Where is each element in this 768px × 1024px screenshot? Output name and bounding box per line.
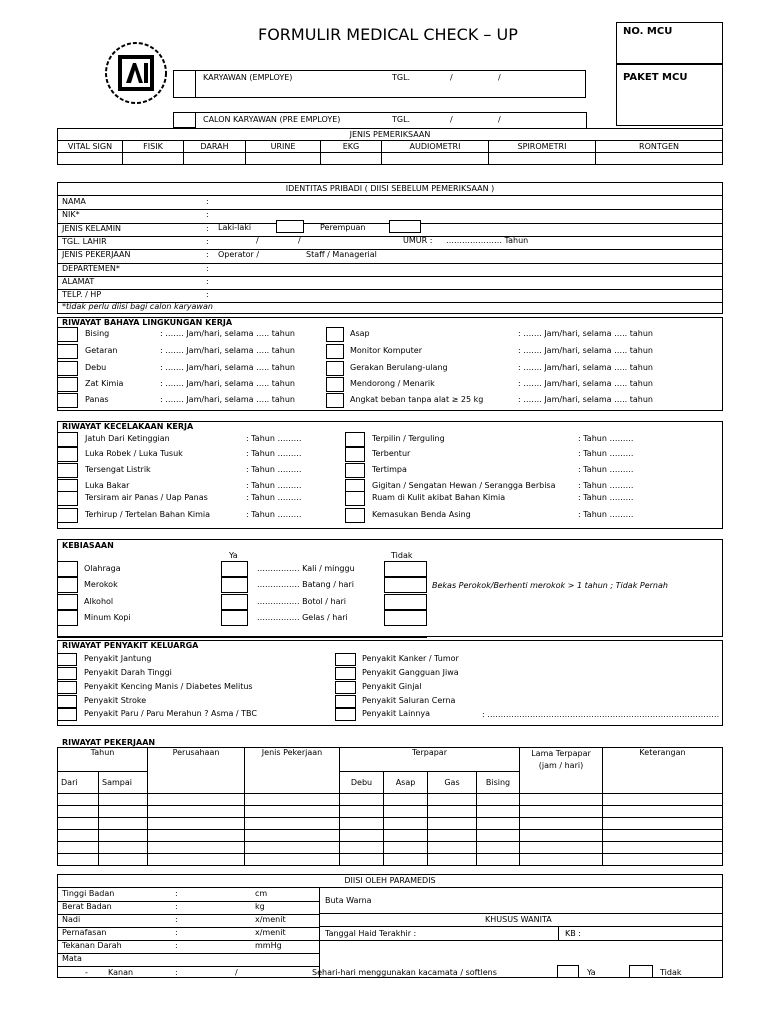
pekerjaan-cell[interactable]	[148, 830, 245, 842]
kecelakaan-left-checkbox[interactable]	[57, 491, 78, 506]
identitas-label: DEPARTEMEN*	[62, 263, 120, 273]
kecelakaan-left-label: Terhirup / Tertelan Bahan Kimia	[85, 510, 211, 519]
paramedis-colon: :	[175, 902, 178, 911]
pekerjaan-cell[interactable]	[148, 806, 245, 818]
kebiasaan-tidak-checkbox[interactable]	[384, 577, 427, 593]
pekerjaan-cell[interactable]	[148, 794, 245, 806]
jenis-col-ekg: EKG	[321, 141, 382, 153]
kebiasaan-tidak-checkbox[interactable]	[384, 610, 427, 626]
pekerjaan-cell[interactable]	[58, 854, 99, 866]
kebiasaan-item: Alkohol	[84, 597, 114, 606]
bahaya-right-detail: : ……. Jam/hari, selama ….. tahun	[518, 329, 653, 338]
keluarga-left-label: Penyakit Stroke	[84, 696, 147, 705]
kecelakaan-right-detail: : Tahun ………	[578, 465, 634, 474]
pekerjaan-cell[interactable]	[520, 830, 603, 842]
pk-lama-1: Lama Terpapar	[531, 749, 591, 758]
kebiasaan-tidak-label: Tidak	[391, 551, 413, 560]
keluarga-right-checkbox[interactable]	[335, 681, 356, 694]
pk-debu: Debu	[340, 772, 384, 794]
identitas-colon: :	[206, 223, 209, 233]
paramedis-rule	[57, 953, 319, 954]
keluarga-left-label: Penyakit Kencing Manis / Diabetes Melitus	[84, 682, 253, 691]
identitas-label: ALAMAT	[62, 276, 95, 286]
kecelakaan-left-checkbox[interactable]	[57, 463, 78, 478]
bahaya-right-detail: : ……. Jam/hari, selama ….. tahun	[518, 346, 653, 355]
table-row	[58, 854, 723, 866]
pekerjaan-cell[interactable]	[148, 842, 245, 854]
keluarga-right-label: Penyakit Gangguan Jiwa	[362, 668, 459, 677]
pekerjaan-cell[interactable]	[477, 830, 520, 842]
kecelakaan-left-label: Jatuh Dari Ketinggian	[85, 434, 170, 443]
paramedis-unit: x/menit	[255, 915, 286, 924]
identitas-label: TGL. LAHIR	[62, 236, 107, 246]
softlens-tidak-label: Tidak	[660, 968, 682, 977]
haid-label: Tanggal Haid Terakhir :	[325, 929, 417, 938]
tgl-lahir-slash2: /	[298, 236, 301, 245]
kecelakaan-right-label: Terpilin / Terguling	[372, 434, 445, 443]
pekerjaan-cell[interactable]	[99, 842, 148, 854]
identitas-rule	[57, 249, 723, 250]
paket-mcu-label: PAKET MCU	[623, 72, 688, 83]
keluarga-left-checkbox[interactable]	[57, 681, 77, 694]
pekerjaan-cell[interactable]	[58, 794, 99, 806]
keluarga-left-checkbox[interactable]	[57, 667, 77, 680]
pekerjaan-cell[interactable]	[520, 854, 603, 866]
pekerjaan-cell[interactable]	[603, 806, 723, 818]
pekerjaan-cell[interactable]	[148, 818, 245, 830]
softlens-ya-checkbox[interactable]	[557, 965, 579, 978]
keluarga-left-checkbox[interactable]	[57, 695, 77, 708]
operator-label: Operator /	[218, 250, 260, 259]
pekerjaan-cell[interactable]	[603, 830, 723, 842]
bahaya-right-detail: : ……. Jam/hari, selama ….. tahun	[518, 395, 653, 404]
kecelakaan-right-label: Terbentur	[372, 449, 411, 458]
karyawan-label: KARYAWAN (EMPLOYE)	[203, 73, 293, 82]
kecelakaan-left-checkbox[interactable]	[57, 432, 78, 447]
kebiasaan-ya-checkbox[interactable]	[221, 561, 248, 577]
kebiasaan-checkbox[interactable]	[57, 577, 78, 593]
identitas-colon: :	[206, 290, 209, 300]
bahaya-left-label: Panas	[85, 395, 109, 404]
pk-jenis: Jenis Pekerjaan	[245, 748, 340, 794]
kecelakaan-right-label: Kemasukan Benda Asing	[372, 510, 471, 519]
kecelakaan-right-label: Ruam di Kulit akibat Bahan Kimia	[372, 493, 506, 502]
identitas-section	[57, 182, 723, 314]
paramedis-colon: :	[175, 915, 178, 924]
table-row	[58, 830, 723, 842]
pekerjaan-cell[interactable]	[477, 842, 520, 854]
kecelakaan-right-checkbox[interactable]	[345, 447, 365, 462]
kebiasaan-item: Minum Kopi	[84, 613, 131, 622]
kecelakaan-right-checkbox[interactable]	[345, 432, 365, 447]
bahaya-left-label: Getaran	[85, 346, 118, 355]
jenis-cell[interactable]	[246, 153, 321, 165]
table-row	[58, 794, 723, 806]
keluarga-left-checkbox[interactable]	[57, 653, 77, 666]
pekerjaan-cell[interactable]	[245, 830, 340, 842]
identitas-title: IDENTITAS PRIBADI ( DIISI SEBELUM PEMERIKSAAN )	[285, 184, 495, 193]
kecelakaan-right-detail: : Tahun ………	[578, 434, 634, 443]
bahaya-left-checkbox[interactable]	[57, 377, 78, 392]
paramedis-unit: mmHg	[255, 941, 282, 950]
pekerjaan-cell[interactable]	[603, 818, 723, 830]
paramedis-label: Pernafasan	[62, 928, 107, 937]
jenis-cell[interactable]	[596, 153, 723, 165]
bahaya-right-detail: : ……. Jam/hari, selama ….. tahun	[518, 363, 653, 372]
bahaya-right-checkbox[interactable]	[326, 327, 344, 342]
kebiasaan-item: Merokok	[84, 580, 118, 589]
kebiasaan-freq: ……………. Botol / hari	[257, 597, 346, 606]
kecelakaan-left-label: Tersengat Listrik	[85, 465, 151, 474]
identitas-rule	[57, 236, 723, 237]
pekerjaan-cell[interactable]	[384, 830, 428, 842]
kecelakaan-right-detail: : Tahun ………	[578, 449, 634, 458]
identitas-colon: :	[206, 263, 209, 273]
identitas-rule	[57, 289, 723, 290]
khusus-wanita-label: KHUSUS WANITA	[485, 915, 552, 924]
jenis-col-spiro: SPIROMETRI	[489, 141, 596, 153]
table-row	[58, 818, 723, 830]
paramedis-label: Tekanan Darah	[62, 941, 122, 950]
bahaya-right-label: Angkat beban tanpa alat ≥ 25 kg	[350, 395, 484, 404]
pk-bising: Bising	[477, 772, 520, 794]
umur-label: UMUR :	[403, 236, 433, 245]
kebiasaan-freq: ……………. Gelas / hari	[257, 613, 348, 622]
kecelakaan-right-detail: : Tahun ………	[578, 510, 634, 519]
mata-kanan: Kanan	[108, 968, 134, 977]
pekerjaan-cell[interactable]	[477, 854, 520, 866]
pekerjaan-cell[interactable]	[520, 794, 603, 806]
jenis-cell[interactable]	[489, 153, 596, 165]
jenis-col-darah: DARAH	[184, 141, 246, 153]
identitas-label: TELP. / HP	[62, 290, 102, 300]
identitas-label: NAMA	[62, 197, 86, 206]
bahaya-right-checkbox[interactable]	[326, 361, 344, 376]
bahaya-left-detail: : ……. Jam/hari, selama ….. tahun	[160, 363, 295, 372]
bahaya-left-checkbox[interactable]	[57, 393, 78, 408]
pekerjaan-cell[interactable]	[340, 854, 384, 866]
kecelakaan-right-checkbox[interactable]	[345, 508, 365, 523]
pekerjaan-cell[interactable]	[340, 818, 384, 830]
table-row	[58, 842, 723, 854]
kecelakaan-title: RIWAYAT KECELAKAAN KERJA	[62, 422, 194, 431]
kecelakaan-right-detail: : Tahun ………	[578, 481, 634, 490]
kecelakaan-left-checkbox[interactable]	[57, 447, 78, 462]
pekerjaan-cell[interactable]	[245, 806, 340, 818]
mata-colon: :	[175, 968, 178, 977]
bahaya-left-detail: : ……. Jam/hari, selama ….. tahun	[160, 395, 295, 404]
pekerjaan-cell[interactable]	[520, 818, 603, 830]
jenis-pemeriksaan-table	[57, 128, 723, 165]
pekerjaan-cell[interactable]	[99, 830, 148, 842]
jenis-title: JENIS PEMERIKSAAN	[58, 129, 723, 141]
pk-lama-2: (jam / hari)	[538, 761, 584, 770]
kecelakaan-left-label: Tersiram air Panas / Uap Panas	[85, 493, 208, 502]
pekerjaan-cell[interactable]	[99, 818, 148, 830]
jenis-cell[interactable]	[58, 153, 123, 165]
pk-dari: Dari	[58, 772, 99, 794]
kebiasaan-note: Bekas Perokok/Berhenti merokok > 1 tahun ; Tidak Pernah	[432, 581, 668, 590]
pekerjaan-cell[interactable]	[58, 830, 99, 842]
karyawan-tgl-slash1: /	[450, 73, 453, 82]
staff-label: Staff / Managerial	[306, 250, 377, 259]
perempuan-checkbox[interactable]	[389, 220, 421, 233]
mata-slash: /	[235, 968, 238, 977]
kecelakaan-left-detail: : Tahun ………	[246, 449, 302, 458]
pekerjaan-cell[interactable]	[520, 806, 603, 818]
paramedis-title: DIISI OLEH PARAMEDIS	[344, 876, 436, 885]
kb-label: KB :	[565, 929, 581, 938]
softlens-tidak-checkbox[interactable]	[629, 965, 653, 978]
umur-value: ………………… Tahun	[446, 236, 529, 245]
kecelakaan-right-checkbox[interactable]	[345, 463, 365, 478]
form-title: FORMULIR MEDICAL CHECK – UP	[258, 25, 518, 44]
kecelakaan-left-detail: : Tahun ………	[246, 434, 302, 443]
identitas-colon: :	[206, 197, 209, 206]
kecelakaan-left-detail: : Tahun ………	[246, 465, 302, 474]
pk-asap: Asap	[384, 772, 428, 794]
pekerjaan-cell[interactable]	[428, 794, 477, 806]
jenis-cell[interactable]	[321, 153, 382, 165]
pekerjaan-cell[interactable]	[428, 818, 477, 830]
calon-tgl-slash2: /	[498, 115, 501, 124]
pekerjaan-cell[interactable]	[58, 842, 99, 854]
pekerjaan-cell[interactable]	[58, 806, 99, 818]
pk-keterangan: Keterangan	[603, 748, 723, 794]
table-row	[58, 806, 723, 818]
pekerjaan-cell[interactable]	[603, 842, 723, 854]
keluarga-right-label: Penyakit Saluran Cerna	[362, 696, 456, 705]
keluarga-title: RIWAYAT PENYAKIT KELUARGA	[62, 641, 199, 650]
kebiasaan-freq: ……………. Kali / minggu	[257, 564, 355, 573]
no-mcu-box[interactable]	[616, 22, 723, 64]
bahaya-left-label: Debu	[85, 363, 107, 372]
identitas-label: JENIS KELAMIN	[62, 223, 122, 233]
bahaya-right-label: Monitor Komputer	[350, 346, 422, 355]
paramedis-label: Berat Badan	[62, 902, 112, 911]
jenis-col-audio: AUDIOMETRI	[382, 141, 489, 153]
kecelakaan-left-detail: : Tahun ………	[246, 493, 302, 502]
paket-mcu-box[interactable]	[616, 64, 723, 126]
calon-tgl-slash1: /	[450, 115, 453, 124]
paramedis-colon: :	[175, 941, 178, 950]
keluarga-right-label: Penyakit Lainnya	[362, 709, 431, 718]
jenis-col-vital: VITAL SIGN	[58, 141, 123, 153]
bahaya-left-detail: : ……. Jam/hari, selama ….. tahun	[160, 346, 295, 355]
bahaya-title: RIWAYAT BAHAYA LINGKUNGAN KERJA	[62, 318, 233, 327]
pekerjaan-cell[interactable]	[340, 842, 384, 854]
kebiasaan-item: Olahraga	[84, 564, 121, 573]
softlens-label: Sehari-hari menggunakan kacamata / softlens	[312, 968, 497, 977]
bahaya-right-label: Gerakan Berulang-ulang	[350, 363, 448, 372]
keluarga-right-label: Penyakit Ginjal	[362, 682, 422, 691]
karyawan-tgl-slash2: /	[498, 73, 501, 82]
pekerjaan-cell[interactable]	[245, 842, 340, 854]
jenis-cell[interactable]	[184, 153, 246, 165]
pekerjaan-cell[interactable]	[245, 794, 340, 806]
pekerjaan-cell[interactable]	[340, 794, 384, 806]
keluarga-right-checkbox[interactable]	[335, 653, 356, 666]
pk-terpapar: Terpapar	[340, 748, 520, 772]
paramedis-label: Mata	[62, 954, 82, 963]
pekerjaan-cell[interactable]	[99, 806, 148, 818]
kebiasaan-ya-label: Ya	[229, 551, 238, 560]
jenis-cell[interactable]	[123, 153, 184, 165]
paramedis-colon: :	[175, 928, 178, 937]
logo-emblem-icon	[100, 40, 172, 106]
softlens-ya-label: Ya	[587, 968, 596, 977]
pk-perusahaan: Perusahaan	[148, 748, 245, 794]
paramedis-label: Nadi	[62, 915, 81, 924]
pekerjaan-cell[interactable]	[603, 854, 723, 866]
laki-label: Laki-laki	[218, 223, 252, 232]
paramedis-unit: cm	[255, 889, 268, 898]
paramedis-colon: :	[175, 889, 178, 898]
kebiasaan-title: KEBIASAAN	[62, 541, 114, 550]
pekerjaan-cell[interactable]	[603, 794, 723, 806]
calon-label: CALON KARYAWAN (PRE EMPLOYE)	[203, 115, 341, 124]
identitas-label: NIK*	[62, 210, 80, 220]
bahaya-left-checkbox[interactable]	[57, 344, 78, 359]
keluarga-right-checkbox[interactable]	[335, 695, 356, 708]
bahaya-left-label: Zat Kimia	[85, 379, 124, 388]
pk-tahun: Tahun	[58, 748, 148, 772]
pekerjaan-cell[interactable]	[428, 830, 477, 842]
keluarga-right-checkbox[interactable]	[335, 708, 356, 721]
kebiasaan-tidak-checkbox[interactable]	[384, 594, 427, 610]
jenis-col-urine: URINE	[246, 141, 321, 153]
jenis-col-rontgen: RONTGEN	[596, 141, 723, 153]
kecelakaan-right-label: Gigitan / Sengatan Hewan / Serangga Berbisa	[372, 481, 556, 490]
pekerjaan-cell[interactable]	[477, 794, 520, 806]
karyawan-checkbox[interactable]	[173, 70, 196, 98]
kebiasaan-ya-checkbox[interactable]	[221, 610, 248, 626]
mata-dash: -	[85, 968, 88, 977]
pekerjaan-cell[interactable]	[428, 842, 477, 854]
lainnya-dots: : ……………………………………………………………………………	[482, 710, 720, 719]
perempuan-label: Perempuan	[320, 223, 366, 232]
bahaya-left-checkbox[interactable]	[57, 327, 78, 342]
jenis-col-fisik: FISIK	[123, 141, 184, 153]
identitas-colon: :	[206, 210, 209, 220]
paramedis-unit: x/menit	[255, 928, 286, 937]
pekerjaan-cell[interactable]	[384, 854, 428, 866]
pekerjaan-cell[interactable]	[520, 842, 603, 854]
pekerjaan-cell[interactable]	[384, 842, 428, 854]
pekerjaan-cell[interactable]	[384, 794, 428, 806]
kebiasaan-checkbox[interactable]	[57, 610, 78, 626]
bahaya-left-checkbox[interactable]	[57, 361, 78, 376]
pekerjaan-cell[interactable]	[99, 854, 148, 866]
kebiasaan-ya-checkbox[interactable]	[221, 594, 248, 610]
identitas-colon: :	[206, 250, 209, 260]
tgl-lahir-slash1: /	[256, 236, 259, 245]
bahaya-left-label: Bising	[85, 329, 110, 338]
identitas-colon: :	[206, 236, 209, 246]
pekerjaan-cell[interactable]	[340, 806, 384, 818]
laki-checkbox[interactable]	[276, 220, 304, 233]
bahaya-right-label: Asap	[350, 329, 370, 338]
pekerjaan-cell[interactable]	[428, 806, 477, 818]
bahaya-right-checkbox[interactable]	[326, 377, 344, 392]
kebiasaan-tidak-checkbox[interactable]	[384, 561, 427, 577]
logo	[100, 40, 172, 106]
pekerjaan-cell[interactable]	[99, 794, 148, 806]
kecelakaan-right-checkbox[interactable]	[345, 491, 365, 506]
pk-lama	[520, 748, 603, 794]
identitas-rule	[57, 276, 723, 277]
kecelakaan-left-label: Luka Bakar	[85, 481, 130, 490]
pekerjaan-table	[57, 747, 723, 866]
pk-gas: Gas	[428, 772, 477, 794]
kecelakaan-right-detail: : Tahun ………	[578, 493, 634, 502]
keluarga-left-label: Penyakit Darah Tinggi	[84, 668, 172, 677]
kebiasaan-checkbox[interactable]	[57, 594, 78, 610]
karyawan-tgl-label: TGL.	[392, 73, 411, 82]
pekerjaan-cell[interactable]	[58, 818, 99, 830]
bahaya-right-detail: : ……. Jam/hari, selama ….. tahun	[518, 379, 653, 388]
paramedis-unit: kg	[255, 902, 265, 911]
pekerjaan-cell[interactable]	[428, 854, 477, 866]
identitas-rule	[57, 209, 723, 210]
kecelakaan-left-detail: : Tahun ………	[246, 510, 302, 519]
kecelakaan-left-label: Luka Robek / Luka Tusuk	[85, 449, 183, 458]
identitas-rule	[57, 263, 723, 264]
pekerjaan-cell[interactable]	[384, 806, 428, 818]
kebiasaan-ya-checkbox[interactable]	[221, 577, 248, 593]
keluarga-right-checkbox[interactable]	[335, 667, 356, 680]
calon-checkbox[interactable]	[173, 112, 196, 128]
bahaya-right-checkbox[interactable]	[326, 393, 344, 408]
bahaya-right-label: Mendorong / Menarik	[350, 379, 435, 388]
kecelakaan-right-label: Tertimpa	[372, 465, 407, 474]
pekerjaan-cell[interactable]	[477, 806, 520, 818]
buta-warna-label: Buta Warna	[325, 896, 372, 905]
identitas-note: *tidak perlu diisi bagi calon karyawan	[62, 302, 213, 311]
bahaya-right-checkbox[interactable]	[326, 344, 344, 359]
pekerjaan-cell[interactable]	[340, 830, 384, 842]
kecelakaan-left-detail: : Tahun ………	[246, 481, 302, 490]
keluarga-right-label: Penyakit Kanker / Tumor	[362, 654, 459, 663]
keluarga-left-label: Penyakit Paru / Paru Merahun ? Asma / TBC	[84, 709, 257, 718]
pk-sampai: Sampai	[99, 772, 148, 794]
calon-tgl-label: TGL.	[392, 115, 411, 124]
paramedis-label: Tinggi Badan	[62, 889, 115, 898]
pekerjaan-cell[interactable]	[477, 818, 520, 830]
keluarga-left-label: Penyakit Jantung	[84, 654, 152, 663]
pekerjaan-cell[interactable]	[245, 818, 340, 830]
identitas-label: JENIS PEKERJAAN	[62, 250, 131, 260]
pekerjaan-cell[interactable]	[384, 818, 428, 830]
pekerjaan-cell[interactable]	[245, 854, 340, 866]
jenis-cell[interactable]	[382, 153, 489, 165]
kebiasaan-checkbox[interactable]	[57, 561, 78, 577]
kebiasaan-freq: ……………. Batang / hari	[257, 580, 354, 589]
pekerjaan-cell[interactable]	[148, 854, 245, 866]
no-mcu-label: NO. MCU	[623, 26, 673, 37]
kecelakaan-left-checkbox[interactable]	[57, 508, 78, 523]
pekerjaan-title: RIWAYAT PEKERJAAN	[62, 738, 156, 747]
bahaya-left-detail: : ……. Jam/hari, selama ….. tahun	[160, 379, 295, 388]
identitas-colon: :	[206, 276, 209, 286]
paramedis-rule	[57, 966, 319, 967]
keluarga-left-checkbox[interactable]	[57, 708, 77, 721]
bahaya-left-detail: : ……. Jam/hari, selama ….. tahun	[160, 329, 295, 338]
